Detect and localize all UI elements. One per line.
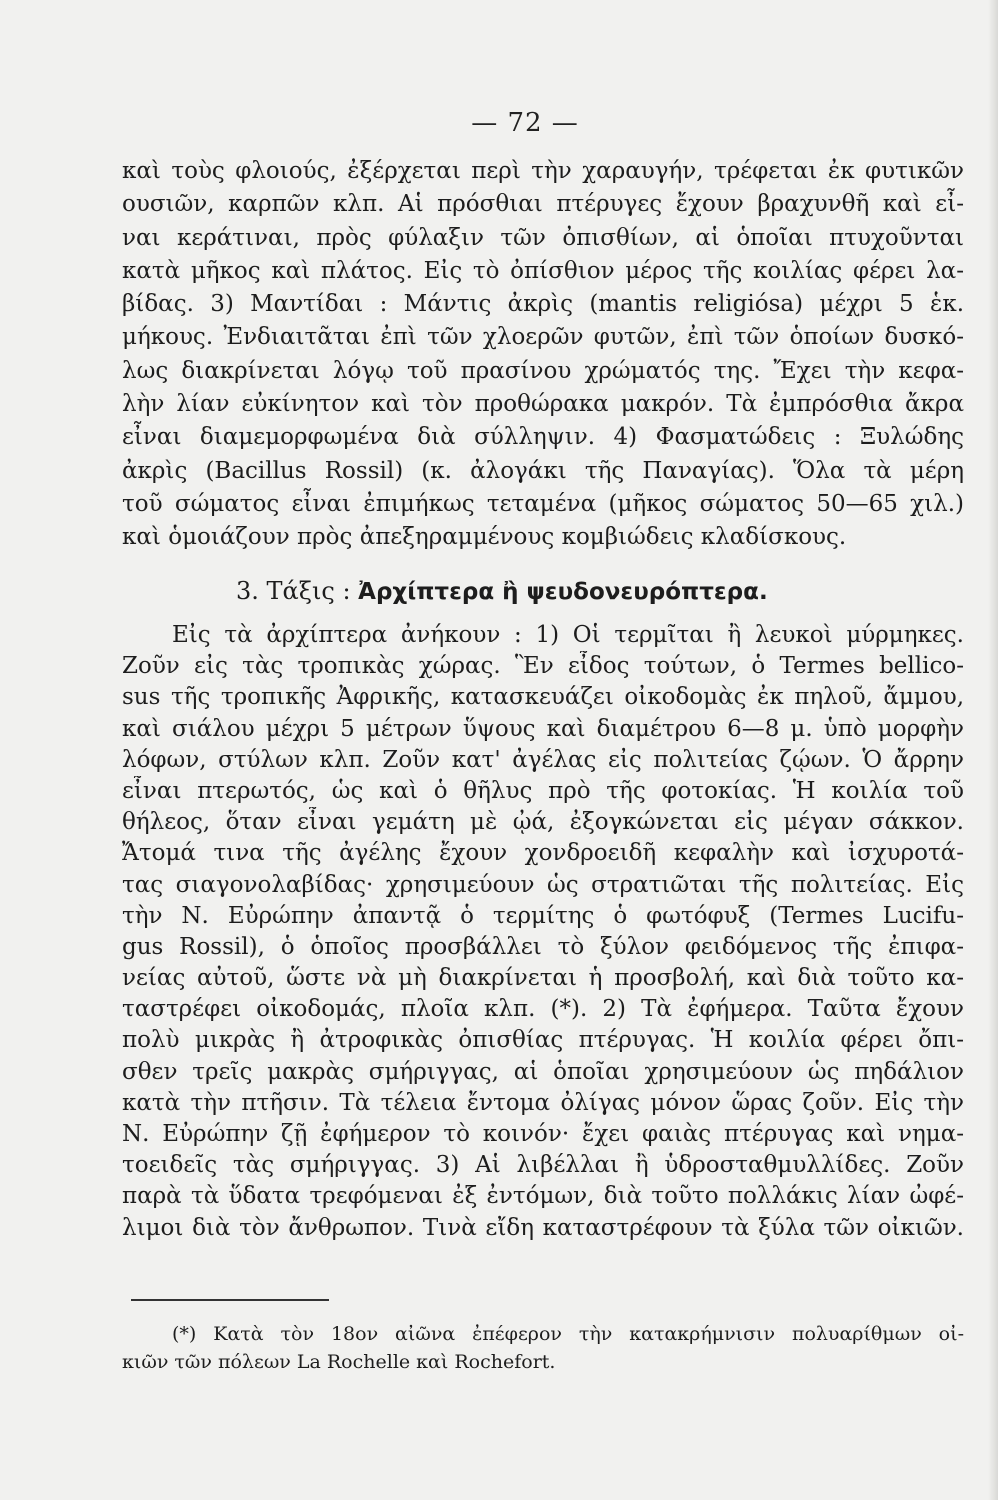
- text-line: λιμοι διὰ τὸν ἄνθρωπον. Τινὰ εἴδη καταστρέφουν τὰ ξύλα τῶν οἰκιῶν.: [122, 1214, 964, 1241]
- text-line: ἀκρὶς (Bacillus Rossil) (κ. ἀλογάκι τῆς Παναγίας). Ὅλα τὰ μέρη: [122, 457, 964, 484]
- text-line: λόφων, στύλων κλπ. Ζοῦν κατ' ἀγέλας εἰς πολιτείας ζῴων. Ὁ ἄρρην: [122, 746, 964, 773]
- text-line: σθεν τρεῖς μακρὰς σμήριγγας, αἱ ὁποῖαι χρησιμεύουν ὡς πηδάλιον: [122, 1058, 964, 1085]
- text-line: ταστρέφει οἰκοδομάς, πλοῖα κλπ. (*). 2) Τὰ ἐφήμερα. Ταῦτα ἔχουν: [122, 996, 964, 1023]
- text-line: εἶναι πτερωτός, ὡς καὶ ὁ θῆλυς πρὸ τῆς φοτοκίας. Ἡ κοιλία τοῦ: [122, 777, 964, 804]
- footnote-separator: [131, 1299, 329, 1301]
- text-line: καὶ ὁμοιάζουν πρὸς ἀπεξηραμμένους κομβιώδεις κλαδίσκους.: [122, 524, 847, 551]
- text-line: τὴν Ν. Εὐρώπην ἀπαντᾷ ὁ τερμίτης ὁ φωτόφυξ (Termes Lucifu-: [122, 902, 964, 929]
- text-line: Ἄτομά τινα τῆς ἀγέλης ἔχουν χονδροειδῆ κεφαλὴν καὶ ἰσχυροτά-: [122, 840, 964, 867]
- section-heading-prefix: 3. Τάξις :: [236, 577, 359, 605]
- text-line: εἶναι διαμεμορφωμένα διὰ σύλληψιν. 4) Φασματώδεις : Ξυλώδης: [122, 424, 964, 451]
- section-heading: [236, 574, 876, 609]
- text-line: Ζοῦν εἰς τὰς τροπικὰς χώρας. Ἓν εἶδος τούτων, ὁ Termes bellico-: [122, 653, 964, 680]
- text-line: βίδας. 3) Μαντίδαι : Μάντις ἀκρὶς (mantis religiósa) μέχρι 5 ἑκ.: [122, 291, 964, 318]
- text-line: ουσιῶν, καρπῶν κλπ. Αἱ πρόσθιαι πτέρυγες ἔχουν βραχυνθῆ καὶ εἶ-: [122, 191, 964, 218]
- page-number: — 72 —: [471, 108, 579, 138]
- text-line: Ν. Εὐρώπην ζῇ ἐφήμερον τὸ κοινόν· ἔχει φαιὰς πτέρυγας καὶ νημα-: [122, 1121, 964, 1147]
- footnote-line: (*) Κατὰ τὸν 18ον αἰῶνα ἐπέφερον τὴν κατακρήμνισιν πολυαρίθμων οἰ-: [172, 1323, 964, 1345]
- text-line: τοειδεῖς τὰς σμήριγγας. 3) Αἱ λιβέλλαι ἢ ὑδροσταθμυλλίδες. Ζοῦν: [122, 1152, 964, 1179]
- text-line: καὶ σιάλου μέχρι 5 μέτρων ὕψους καὶ διαμέτρου 6—8 μ. ὑπὸ μορφὴν: [122, 715, 964, 742]
- text-line: gus Rossil), ὁ ὁποῖος προσβάλλει τὸ ξύλον φειδόμενος τῆς ἐπιφα-: [122, 933, 964, 960]
- section-heading-title: Ἀρχίπτερα ἢ ψευδονευρόπτερα.: [358, 579, 768, 605]
- footnote: [122, 1320, 964, 1376]
- text-line: τοῦ σώματος εἶναι ἐπιμήκως τεταμένα (μῆκος σώματος 50—65 χιλ.): [122, 490, 964, 517]
- text-line: νείας αὐτοῦ, ὥστε νὰ μὴ διακρίνεται ἡ προσβολή, καὶ διὰ τοῦτο κα-: [122, 965, 964, 992]
- text-line: sus τῆς τροπικῆς Ἀφρικῆς, κατασκευάζει οἰκοδομὰς ἐκ πηλοῦ, ἄμμου,: [122, 684, 964, 711]
- text-line: θήλεος, ὅταν εἶναι γεμάτη μὲ ᾠά, ἐξογκώνεται εἰς μέγαν σάκκον.: [122, 809, 964, 836]
- text-line: λὴν λίαν εὐκίνητον καὶ τὸν προθώρακα μακρόν. Τὰ ἐμπρόσθια ἄκρα: [122, 391, 964, 418]
- text-line: ναι κεράτιναι, πρὸς φύλαξιν τῶν ὀπισθίων, αἱ ὁποῖαι πτυχοῦνται: [122, 224, 964, 251]
- paragraph-2: [122, 620, 964, 1244]
- text-line: παρὰ τὰ ὕδατα τρεφόμεναι ἐξ ἐντόμων, διὰ τοῦτο πολλάκις λίαν ὠφέ-: [122, 1183, 964, 1210]
- page-edge-shadow: [988, 0, 998, 1500]
- text-line: μήκους. Ἐνδιαιτᾶται ἐπὶ τῶν χλοερῶν φυτῶν, ἐπὶ τῶν ὁποίων δυσκό-: [122, 324, 964, 351]
- paragraph-1: [122, 155, 964, 555]
- text-line: κατὰ τὴν πτῆσιν. Τὰ τέλεια ἔντομα ὀλίγας μόνον ὥρας ζοῦν. Εἰς τὴν: [122, 1089, 964, 1116]
- text-line: λως διακρίνεται λόγῳ τοῦ πρασίνου χρώματός της. Ἔχει τὴν κεφα-: [122, 357, 964, 384]
- footnote-line: κιῶν τῶν πόλεων La Rochelle καὶ Rochefort.: [122, 1351, 556, 1373]
- text-line: Εἰς τὰ ἀρχίπτερα ἀνήκουν : 1) Οἱ τερμῖται ἢ λευκοὶ μύρμηκες.: [172, 622, 964, 648]
- text-line: κατὰ μῆκος καὶ πλάτος. Εἰς τὸ ὀπίσθιον μέρος τῆς κοιλίας φέρει λα-: [122, 257, 964, 284]
- text-line: καὶ τοὺς φλοιούς, ἐξέρχεται περὶ τὴν χαραυγήν, τρέφεται ἐκ φυτικῶν: [122, 158, 964, 184]
- text-line: πολὺ μικρὰς ἢ ἀτροφικὰς ὀπισθίας πτέρυγας. Ἡ κοιλία φέρει ὄπι-: [122, 1027, 964, 1054]
- text-line: τας σιαγονολαβίδας· χρησιμεύουν ὡς στρατιῶται τῆς πολιτείας. Εἰς: [122, 871, 964, 898]
